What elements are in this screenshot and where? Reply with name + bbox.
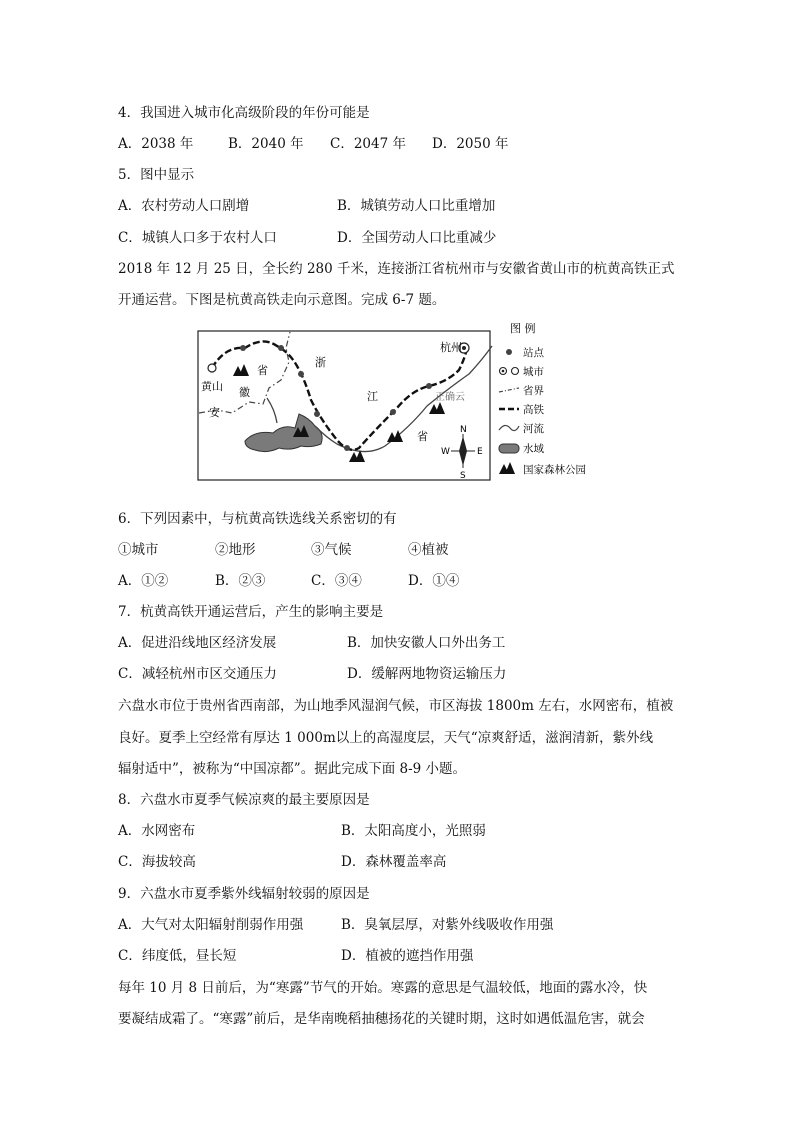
q4-stem: 4．我国进入城市化高级阶段的年份可能是 [118,105,370,121]
station-icon [314,411,320,417]
passage3-line2: 要凝结成霜了。“寒露”前后，是华南晚稻抽穗扬花的关键时期，这时如遇低温危害，就会 [118,1011,645,1027]
legend-boundary: 省界 [523,385,544,397]
legend-forest-icon [499,462,515,474]
q7-option-b: B．加快安徽人口外出务工 [347,635,506,651]
compass-e: E [477,447,483,457]
compass-w: W [441,447,450,457]
station-icon [298,371,304,377]
station-icon [344,445,350,451]
forest-park-icon [429,402,445,414]
q9-option-a: A．大气对太阳辐射削弱作用强 [118,917,304,933]
city-huangshan-icon [208,364,216,372]
legend-boundary-icon [499,388,519,392]
legend-river-icon [499,425,519,430]
station-icon [390,409,396,415]
label-sheng-left: 省 [257,364,268,377]
compass-n: N [460,425,467,435]
q6-option-b: B．②③ [215,573,266,589]
q9-option-d: D．植被的遮挡作用强 [341,948,474,964]
q9-option-c: C．纬度低，昼长短 [118,948,237,964]
legend-title: 图 例 [510,322,536,335]
q6-option-a: A．①② [118,573,169,589]
compass-s: S [460,471,466,481]
label-huangshan: 黄山 [201,380,223,393]
legend-forest: 国家森林公园 [523,464,586,476]
label-hui: 徽 [239,386,250,399]
q8-stem: 8．六盘水市夏季气候凉爽的最主要原因是 [118,792,370,808]
passage1-line2: 开通运营。下图是杭黄高铁走向示意图。完成 6-7 题。 [118,292,446,308]
legend-water-icon [499,444,519,453]
q6-option-d: D．①④ [408,573,460,589]
q7-stem: 7．杭黄高铁开通运营后，产生的影响主要是 [118,604,384,620]
passage2-line3: 辐射适中”，被称为“中国凉都”。据此完成下面 8-9 小题。 [118,761,467,777]
label-hangzhou: 杭州 [440,341,462,354]
station-icon [426,383,432,389]
q6-factor-4: ④植被 [408,542,449,558]
label-sheng-right: 省 [417,430,428,443]
q6-stem: 6．下列因素中，与杭黄高铁选线关系密切的有 [118,511,397,527]
q7-option-c: C．减轻杭州市区交通压力 [118,666,277,682]
q7-option-a: A．促进沿线地区经济发展 [118,635,277,651]
station-icon [278,345,284,351]
legend-station-icon [506,349,512,355]
legend-station: 站点 [523,347,544,359]
label-an: 安 [209,406,220,419]
q5-option-a: A．农村劳动人口剧增 [118,198,250,214]
legend-water: 水域 [523,443,544,455]
q5-stem: 5．图中显示 [118,167,195,183]
station-icon [240,345,246,351]
compass-rose-icon [441,425,483,481]
forest-park-icon [387,430,403,442]
passage1-line1: 2018 年 12 月 25 日，全长约 280 千米，连接浙江省杭州市与安徽省黄山市的杭黄高铁正式 [118,261,675,277]
high-speed-railway [212,341,467,449]
q5-option-d: D．全国劳动人口比重减少 [337,230,497,246]
q8-option-a: A．水网密布 [118,823,196,839]
legend-city: 城市 [523,366,544,378]
q6-option-c: C．③④ [311,573,362,589]
passage2-line1: 六盘水市位于贵州省西南部，为山地季风湿润气候，市区海拔 1800m 左右，水网密布，植被 [118,698,674,714]
lake-water-area [245,414,322,452]
q6-factor-2: ②地形 [215,542,256,558]
q4-option-b: B．2040 年 [228,136,304,152]
hangzhou-huangshan-railway-map [197,318,602,488]
q7-option-d: D．缓解两地物资运输压力 [347,666,507,682]
q8-option-c: C．海拔较高 [118,854,196,870]
label-zhe: 浙 [315,356,326,369]
passage2-line2: 良好。夏季上空经常有厚达 1 000m以上的高湿度层，天气“凉爽舒适，滋润清新，紫外线 [118,730,654,746]
legend-river: 河流 [523,423,544,435]
q6-factor-3: ③气候 [311,542,352,558]
city-hangzhou-dot [462,346,466,350]
q9-option-b: B．臭氧层厚，对紫外线吸收作用强 [341,917,554,933]
watermark-text: 正确云 [435,392,465,403]
q5-option-b: B．城镇劳动人口比重增加 [337,198,496,214]
legend-railway: 高铁 [523,404,544,416]
label-jiang: 江 [367,390,378,403]
q8-option-d: D．森林覆盖率高 [341,854,447,870]
q6-factor-1: ①城市 [118,542,159,558]
q4-option-d: D．2050 年 [432,136,509,152]
passage3-line1: 每年 10 月 8 日前后，为“寒露”节气的开始。寒露的意思是气温较低，地面的露水冷，快 [118,980,648,996]
q8-option-b: B．太阳高度小，光照弱 [341,823,486,839]
forest-park-icon [233,364,249,376]
q4-option-a: A．2038 年 [118,136,194,152]
q4-option-c: C．2047 年 [330,136,406,152]
q9-stem: 9．六盘水市夏季紫外线辐射较弱的原因是 [118,886,370,902]
q5-option-c: C．城镇人口多于农村人口 [118,230,277,246]
